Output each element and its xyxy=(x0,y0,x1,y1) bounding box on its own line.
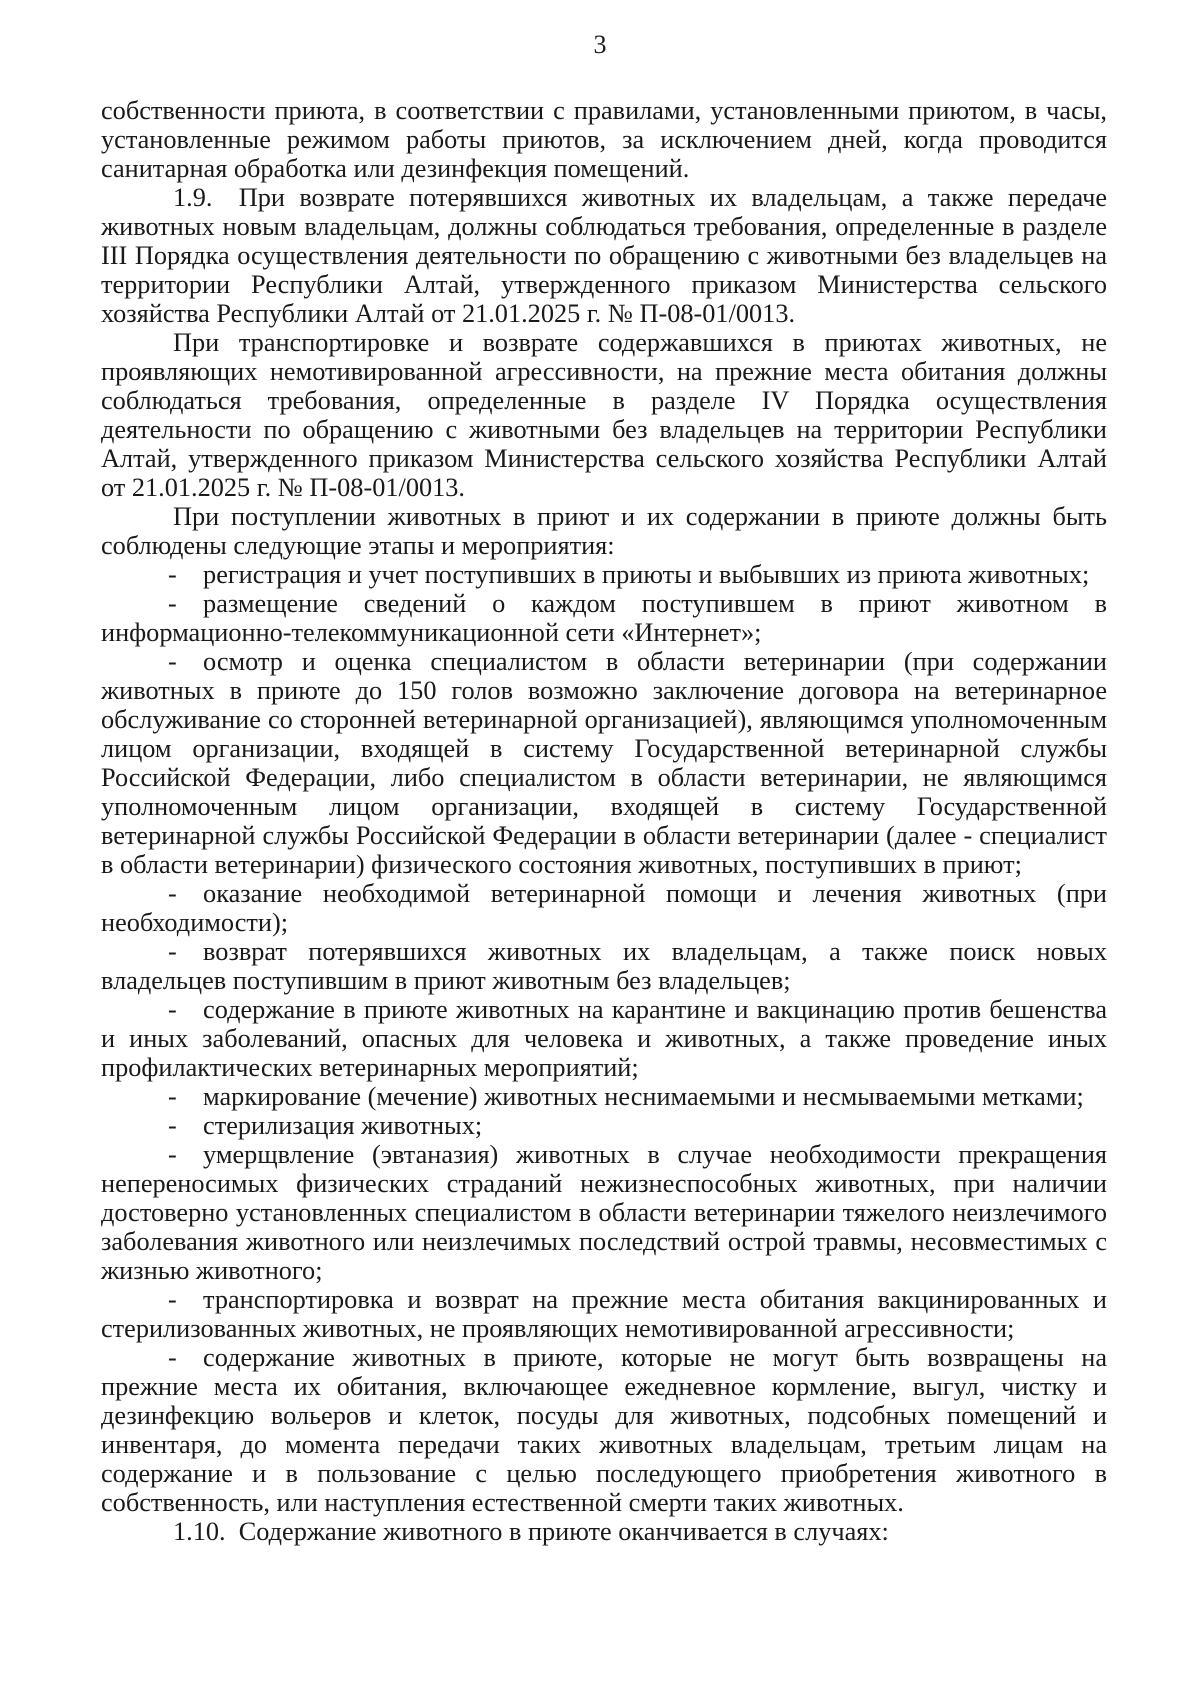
document-body xyxy=(101,96,1107,1546)
list-item-return-owners: - возврат потерявшихся животных их владельцам, а также поиск новых владельцев поступившим в приют животным без владельцев; xyxy=(101,937,1107,995)
list-item-internet-info: - размещение сведений о каждом поступившем в приют животном в информационно-телекоммуникационной сети «Интернет»; xyxy=(101,589,1107,647)
list-item-euthanasia: - умерщвление (эвтаназия) животных в случае необходимости прекращения непереносимых физических страданий нежизнеспособных животных, при наличии достоверно установленных специалистом в области ветеринарии тяжелого неизлечимого заболевания животного или неизлечимых последствий острой травмы, несовместимых с жизнью животного; xyxy=(101,1140,1107,1285)
paragraph-transport-requirements: При транспортировке и возврате содержавшихся в приютах животных, не проявляющих немотивированной агрессивности, на прежние места обитания должны соблюдаться требования, определенные в разделе IV Порядка осуществления деятельности по обращению с животными без владельцев на территории Республики Алтай, утвержденного приказом Министерства сельского хозяйства Республики Алтай от 21.01.2025 г. № П-08-01/0013. xyxy=(101,328,1107,502)
paragraph-1-10: 1.10. Содержание животного в приюте оканчивается в случаях: xyxy=(173,1517,889,1546)
paragraph-stages-intro: При поступлении животных в приют и их содержании в приюте должны быть соблюдены следующие этапы и мероприятия: xyxy=(101,502,1107,560)
page-number: 3 xyxy=(593,30,607,59)
list-item-keeping: - содержание животных в приюте, которые не могут быть возвращены на прежние места их обитания, включающее ежедневное кормление, выгул, чистку и дезинфекцию вольеров и клеток, посуды для животных, подсобных помещений и инвентаря, до момента передачи таких животных владельцам, третьим лицам на содержание и в пользование с целью последующего приобретения животного в собственность, или наступления естественной смерти таких животных. xyxy=(101,1343,1107,1517)
list-item-quarantine: - содержание в приюте животных на карантине и вакцинацию против бешенства и иных заболеваний, опасных для человека и животных, а также проведение иных профилактических ветеринарных мероприятий; xyxy=(101,995,1107,1082)
paragraph-1-9: 1.9. При возврате потерявшихся животных их владельцам, а также передаче животных новым владельцам, должны соблюдаться требования, определенные в разделе III Порядка осуществления деятельности по обращению с животными без владельцев на территории Республики Алтай, утвержденного приказом Министерства сельского хозяйства Республики Алтай от 21.01.2025 г. № П-08-01/0013. xyxy=(101,183,1107,328)
list-item-vet-inspection: - осмотр и оценка специалистом в области ветеринарии (при содержании животных в приюте до 150 голов возможно заключение договора на ветеринарное обслуживание со сторонней ветеринарной организацией), являющимся уполномоченным лицом организации, входящей в систему Государственной ветеринарной службы Российской Федерации, либо специалистом в области ветеринарии, не являющимся уполномоченным лицом организации, входящей в систему Государственной ветеринарной службы Российской Федерации в области ветеринарии (далее - специалист в области ветеринарии) физического состояния животных, поступивших в приют; xyxy=(101,647,1107,879)
list-item-marking: - маркирование (мечение) животных неснимаемыми и несмываемыми метками; xyxy=(168,1082,1084,1111)
paragraph-continuation: собственности приюта, в соответствии с правилами, установленными приютом, в часы, установленные режимом работы приютов, за исключением дней, когда проводится санитарная обработка или дезинфекция помещений. xyxy=(101,96,1107,183)
list-item-transport-return: - транспортировка и возврат на прежние места обитания вакцинированных и стерилизованных животных, не проявляющих немотивированной агрессивности; xyxy=(101,1285,1107,1343)
list-item-sterilization: - стерилизация животных; xyxy=(168,1111,483,1140)
list-item-vet-help: - оказание необходимой ветеринарной помощи и лечения животных (при необходимости); xyxy=(101,879,1107,937)
list-item-registration: - регистрация и учет поступивших в приюты и выбывших из приюта животных; xyxy=(168,560,1090,589)
